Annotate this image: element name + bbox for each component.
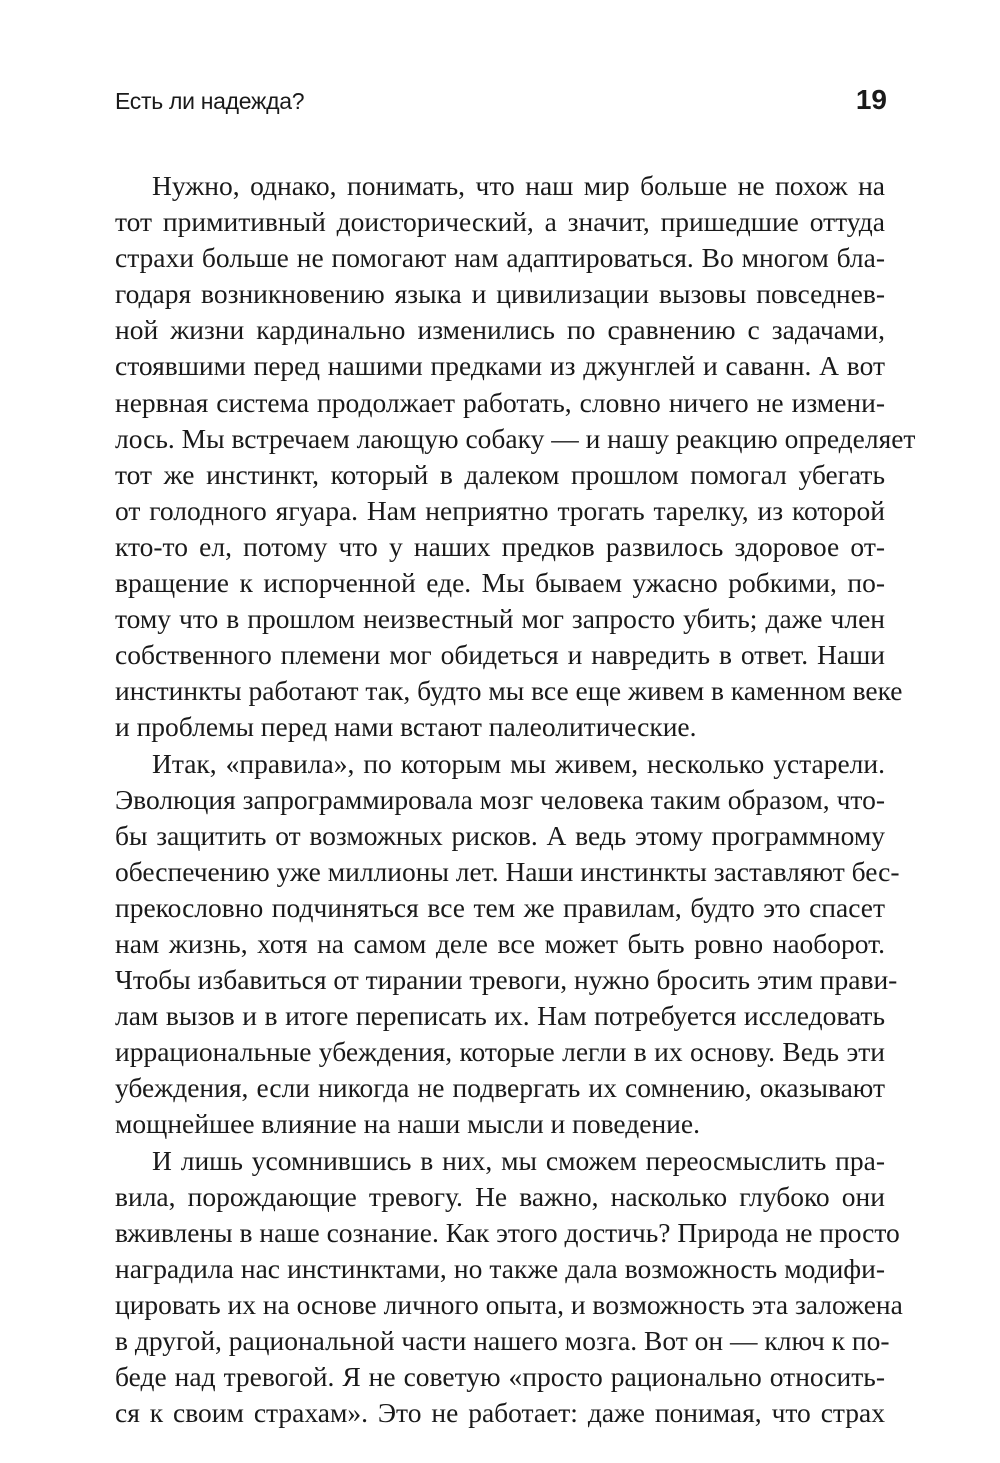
text-line: нам жизнь, хотя на самом деле все может быть ровно наоборот. [115, 927, 885, 959]
running-head: Есть ли надежда? [115, 88, 305, 114]
text-line: инстинкты работают так, будто мы все еще живем в каменном веке [115, 675, 903, 707]
text-line: И лишь усомнившись в них, мы сможем переосмыслить пра- [152, 1144, 885, 1176]
text-line: ся к своим страхам». Это не работает: даже понимая, что страх [115, 1397, 885, 1429]
body-text [115, 168, 916, 1431]
text-line: стоявшими перед нашими предками из джунглей и саванн. А вот [115, 350, 885, 382]
text-line: лось. Мы встречаем лающую собаку — и нашу реакцию определяет [115, 422, 916, 454]
text-line: лам вызов и в итоге переписать их. Нам потребуется исследовать [115, 1000, 885, 1032]
text-line: бы защитить от возможных рисков. А ведь этому программному [115, 819, 885, 851]
text-line: годаря возникновению языка и цивилизации вызовы повседнев- [115, 278, 885, 310]
text-line: иррациональные убеждения, которые легли в их основу. Ведь эти [115, 1036, 885, 1068]
text-line: Эволюция запрограммировала мозг человека таким образом, что- [115, 783, 885, 815]
text-line: ной жизни кардинально изменились по сравнению с задачами, [115, 314, 885, 346]
text-line: Итак, «правила», по которым мы живем, несколько устарели. [152, 747, 885, 779]
text-line: вживлены в наше сознание. Как этого достичь? Природа не просто [115, 1216, 900, 1248]
text-line: Нужно, однако, понимать, что наш мир больше не похож на [152, 170, 885, 201]
text-line: тот же инстинкт, который в далеком прошлом помогал убегать [115, 458, 885, 490]
text-line: прекословно подчиняться все тем же правилам, будто это спасет [115, 891, 885, 923]
text-line: кто-то ел, потому что у наших предков развилось здоровое от- [115, 530, 885, 562]
text-line: цировать их на основе личного опыта, и возможность эта заложена [115, 1288, 903, 1320]
text-line: и проблемы перед нами встают палеолитические. [115, 711, 697, 743]
text-line: тому что в прошлом неизвестный мог запросто убить; даже член [115, 603, 885, 635]
text-line: вила, порождающие тревогу. Не важно, насколько глубоко они [115, 1180, 885, 1212]
text-line: Чтобы избавиться от тирании тревоги, нужно бросить этим прави- [115, 964, 898, 996]
text-line: от голодного ягуара. Нам неприятно трогать тарелку, из которой [115, 494, 885, 526]
text-line: убеждения, если никогда не подвергать их сомнению, оказывают [115, 1072, 885, 1104]
text-line: обеспечению уже миллионы лет. Наши инстинкты заставляют бес- [115, 855, 900, 887]
paragraph [115, 168, 916, 746]
text-line: тот примитивный доисторический, а значит, пришедшие оттуда [115, 206, 885, 238]
text-line: собственного племени мог обидеться и навредить в ответ. Наши [115, 639, 885, 671]
paragraph [115, 1143, 903, 1432]
paragraph [115, 746, 900, 1143]
text-line: мощнейшее влияние на наши мысли и поведение. [115, 1108, 700, 1140]
page-number: 19 [855, 84, 887, 115]
text-line: в другой, рациональной части нашего мозга. Вот он — ключ к по- [115, 1325, 890, 1356]
text-line: беде над тревогой. Я не советую «просто рационально относить- [115, 1361, 885, 1393]
text-line: вращение к испорченной еде. Мы бываем ужасно робкими, по- [115, 567, 885, 599]
text-line: страхи больше не помогают нам адаптироваться. Во многом бла- [115, 242, 885, 274]
text-line: наградила нас инстинктами, но также дала возможность модифи- [115, 1252, 885, 1284]
text-line: нервная система продолжает работать, словно ничего не измени- [115, 386, 885, 418]
